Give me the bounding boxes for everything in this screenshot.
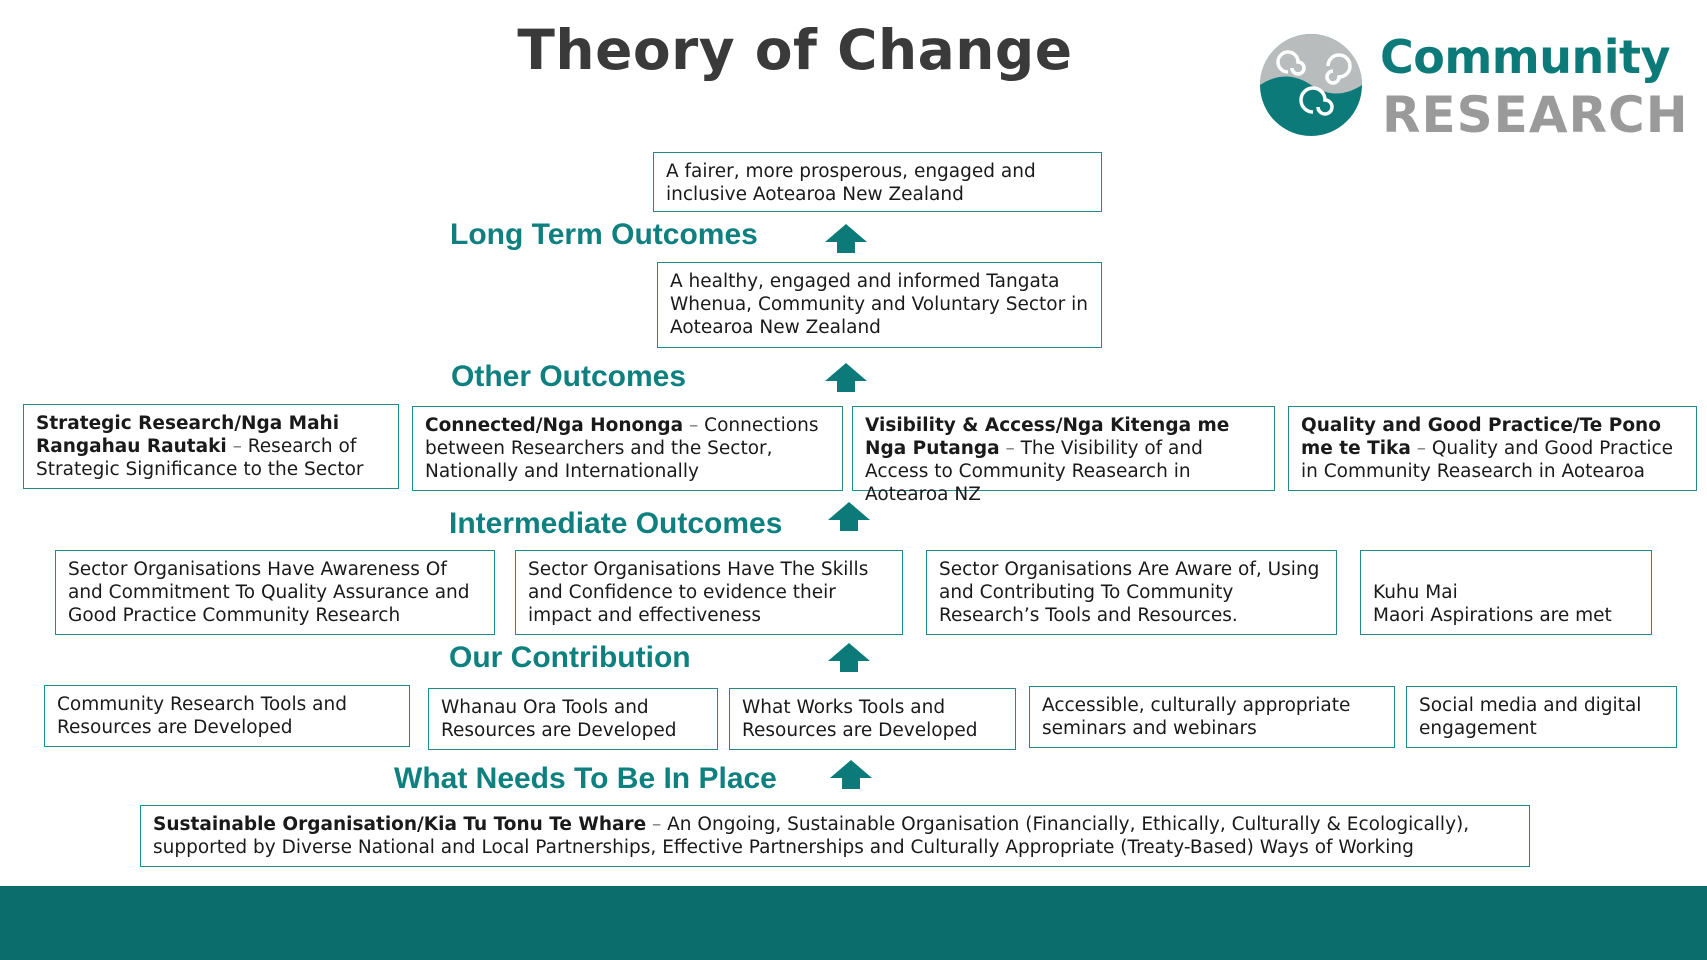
arrow-up-icon [823,222,869,254]
logo-word-community: Community [1380,30,1670,84]
intermediate-outcome-box [1360,550,1652,635]
heading-intermediate-outcomes: Intermediate Outcomes [449,507,783,540]
heading-other-outcomes: Other Outcomes [451,360,687,393]
foundation-text: An Ongoing, Sustainable Organisation (Financially, Ethically, Culturally & Ecologically), supported by Diverse National and Local Partnerships, Effective Partnerships and Culturally Appropriate (Treaty-Based) Ways of Working [153,814,1470,858]
heading-our-contribution: Our Contribution [449,641,691,674]
contribution-box [1406,686,1677,748]
other-outcome-text: Research of Strategic Significance to the Sector [36,436,364,480]
intermediate-outcome-text: Sector Organisations Have Awareness Of and Commitment To Quality Assurance and Good Practice Community Research [68,559,470,626]
contribution-box [729,688,1016,750]
other-outcome-text: The Visibility of and Access to Community Reasearch in Aotearoa NZ [865,438,1203,505]
arrow-up-icon [826,641,872,673]
arrow-up-icon [826,500,872,532]
arrow-up-icon [828,758,874,790]
other-outcome-text: Connections between Researchers and the Sector, Nationally and Internationally [425,415,819,482]
contribution-text: What Works Tools and Resources are Developed [742,697,978,741]
other-outcome-box [1288,406,1697,491]
foundation-title: Sustainable Organisation/Kia Tu Tonu Te Whare [153,814,647,835]
contribution-box [44,685,410,747]
heading-what-needs-to-be-in-place: What Needs To Be In Place [394,762,777,795]
intermediate-outcome-box [515,550,903,635]
other-outcome-title: Strategic Research/Nga Mahi Rangahau Rautaki [36,413,340,457]
contribution-text: Social media and digital engagement [1419,695,1642,739]
long-term-outcome-box [657,262,1102,348]
other-outcome-title: Visibility & Access/Nga Kitenga me Nga Putanga [865,415,1230,459]
arrow-up-icon [823,361,869,393]
separator: – [646,814,668,835]
other-outcome-box [23,404,399,489]
vision-box [653,152,1102,212]
spiral-logo-icon [1258,32,1364,138]
contribution-box [428,688,718,750]
intermediate-outcome-box [926,550,1337,635]
vision-text: A fairer, more prosperous, engaged and inclusive Aotearoa New Zealand [666,161,1036,205]
long-term-outcome-text: A healthy, engaged and informed Tangata Whenua, Community and Voluntary Sector in Aotearoa New Zealand [670,271,1088,338]
intermediate-outcome-box [55,550,495,635]
logo-word-research: RESEARCH [1382,86,1689,144]
footer-band [0,886,1707,960]
intermediate-outcome-text: Sector Organisations Have The Skills and Confidence to evidence their impact and effectiveness [528,559,869,626]
contribution-text: Community Research Tools and Resources are Developed [57,694,347,738]
separator: – [999,438,1021,459]
intermediate-outcome-text: Sector Organisations Are Aware of, Using and Contributing To Community Research’s Tools and Resources. [939,559,1320,626]
separator: – [1410,438,1432,459]
other-outcome-title: Connected/Nga Hononga [425,415,684,436]
other-outcome-title: Quality and Good Practice/Te Pono me te Tika [1301,415,1661,459]
separator: – [683,415,705,436]
page-title: Theory of Change [517,18,1073,82]
other-outcome-box [852,406,1275,505]
contribution-box [1029,686,1395,748]
intermediate-outcome-text: Kuhu Mai Maori Aspirations are met [1373,582,1612,626]
contribution-text: Accessible, culturally appropriate seminars and webinars [1042,695,1351,739]
contribution-text: Whanau Ora Tools and Resources are Developed [441,697,677,741]
other-outcome-box [412,406,843,491]
heading-long-term-outcomes: Long Term Outcomes [450,218,758,251]
foundation-box [140,805,1530,867]
community-research-logo [1258,30,1689,150]
other-outcome-text: Quality and Good Practice in Community Reasearch in Aotearoa [1301,438,1674,482]
separator: – [226,436,248,457]
